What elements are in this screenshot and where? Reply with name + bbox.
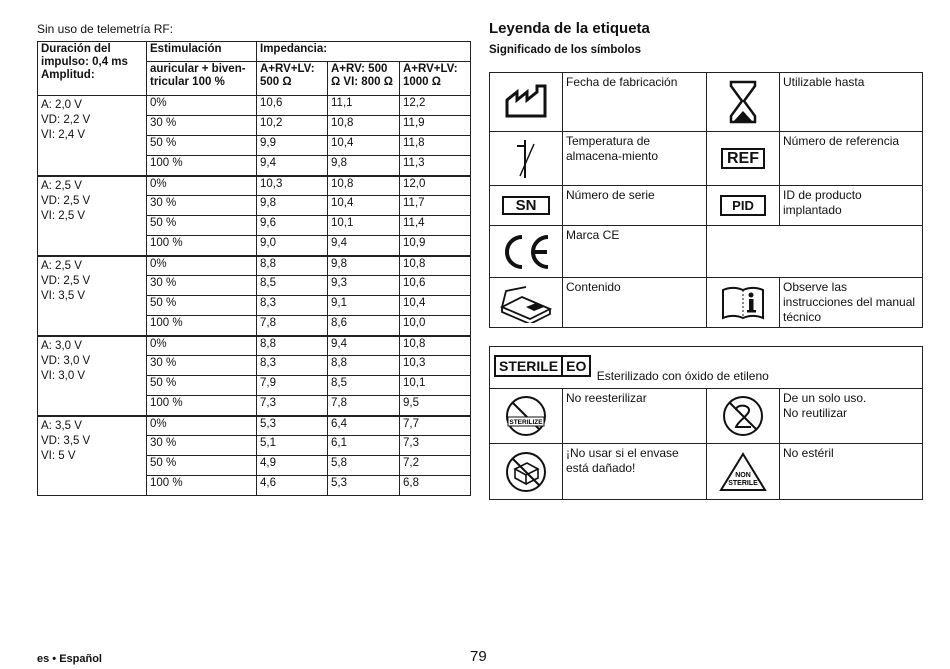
current-value-cell: 10,8	[328, 116, 400, 136]
current-value-cell: 10,4	[400, 296, 471, 316]
amplitude-cell	[38, 416, 147, 496]
current-value-cell: 11,4	[400, 216, 471, 236]
subheader: A+RV: 500 Ω VI: 800 Ω	[328, 62, 400, 96]
single-use-icon	[707, 389, 780, 444]
current-value-cell: 12,2	[400, 96, 471, 116]
ce-mark-icon	[490, 226, 563, 278]
ref-label: REF	[721, 148, 765, 169]
amplitude-line: A: 2,0 V	[41, 99, 82, 111]
current-value-cell: 6,4	[328, 416, 400, 436]
telemetry-current-table	[37, 41, 471, 496]
current-value-cell: 7,3	[400, 436, 471, 456]
manufacture-date-text: Fecha de fabricación	[563, 73, 707, 132]
current-value-cell: 9,4	[328, 236, 400, 256]
current-value-cell: 7,2	[400, 456, 471, 476]
current-value-cell: 10,4	[328, 136, 400, 156]
sn-label: SN	[502, 196, 551, 215]
current-value-cell: 11,3	[400, 156, 471, 176]
current-value-cell: 10,4	[328, 196, 400, 216]
package-contents-icon	[490, 278, 563, 328]
current-value-cell: 7,7	[400, 416, 471, 436]
stimulation-cell: 30 %	[147, 436, 257, 456]
reference-number-text: Número de referencia	[780, 132, 923, 186]
current-value-cell: 10,1	[400, 376, 471, 396]
current-value-cell: 10,3	[257, 176, 328, 196]
current-value-cell: 7,9	[257, 376, 328, 396]
sterilized-eo-text: Esterilizado con óxido de etileno	[596, 369, 769, 383]
current-value-cell: 11,8	[400, 136, 471, 156]
stimulation-cell: 0%	[147, 256, 257, 276]
amplitude-line: A: 3,5 V	[41, 419, 82, 432]
stimulation-cell: 30 %	[147, 276, 257, 296]
stimulation-cell: 50 %	[147, 296, 257, 316]
stimulation-cell: 0%	[147, 336, 257, 356]
current-value-cell: 4,6	[257, 476, 328, 496]
amplitude-line: VD: 2,5 V	[41, 274, 91, 287]
non-label: NON	[735, 471, 751, 479]
amplitude-line: VD: 2,2 V	[41, 114, 91, 126]
contents-text: Contenido	[563, 278, 707, 328]
stimulation-cell: 100 %	[147, 396, 257, 416]
ref-icon	[707, 132, 780, 186]
sterile-eo-icon	[494, 355, 591, 377]
amplitude-cell	[38, 336, 147, 416]
table-row	[38, 256, 471, 276]
current-value-cell: 10,6	[400, 276, 471, 296]
non-sterile-icon	[707, 444, 780, 500]
amplitude-line: VI: 3,0 V	[41, 369, 86, 382]
current-value-cell: 7,8	[328, 396, 400, 416]
current-value-cell: 9,4	[328, 336, 400, 356]
subheader: A+RV+LV: 500 Ω	[257, 62, 328, 96]
instructions-icon	[707, 278, 780, 328]
current-value-cell: 9,5	[400, 396, 471, 416]
header-duration: Duración del impulso: 0,4 ms Amplitud:	[38, 42, 147, 96]
current-value-cell: 9,0	[257, 236, 328, 256]
current-value-cell: 6,8	[400, 476, 471, 496]
table-row	[38, 336, 471, 356]
current-value-cell: 8,3	[257, 296, 328, 316]
subheader: A+RV+LV: 1000 Ω	[400, 62, 471, 96]
legend-subtitle: Significado de los símbolos	[489, 44, 642, 56]
table-caption: Sin uso de telemetría RF:	[37, 22, 174, 36]
sterile-eo-cell	[490, 347, 923, 389]
current-value-cell: 11,1	[328, 96, 400, 116]
current-value-cell: 7,8	[257, 316, 328, 336]
hourglass-icon	[707, 73, 780, 132]
current-value-cell: 7,3	[257, 396, 328, 416]
stimulation-cell: 100 %	[147, 236, 257, 256]
current-value-cell: 10,8	[328, 176, 400, 196]
current-value-cell: 10,9	[400, 236, 471, 256]
stimulation-cell: 50 %	[147, 216, 257, 236]
damaged-package-icon	[490, 444, 563, 500]
sterility-symbol-table	[489, 346, 923, 500]
stimulation-cell: 100 %	[147, 476, 257, 496]
amplitude-line: VD: 2,5 V	[41, 194, 91, 207]
current-value-cell: 10,0	[400, 316, 471, 336]
single-use-cell	[780, 389, 923, 444]
current-value-cell: 10,3	[400, 356, 471, 376]
no-resterilize-text: No reesterilizar	[563, 389, 707, 444]
current-value-cell: 9,3	[328, 276, 400, 296]
header-impedance: Impedancia:	[257, 42, 471, 62]
current-value-cell: 9,6	[257, 216, 328, 236]
amplitude-line: VD: 3,0 V	[41, 354, 91, 367]
stimulation-cell: 30 %	[147, 116, 257, 136]
symbol-table	[489, 72, 923, 328]
stimulation-cell: 0%	[147, 96, 257, 116]
current-value-cell: 10,2	[257, 116, 328, 136]
current-value-cell: 10,6	[257, 96, 328, 116]
no-reuse-text: No reutilizar	[783, 406, 848, 420]
current-value-cell: 9,8	[257, 196, 328, 216]
current-value-cell: 10,8	[400, 336, 471, 356]
legend-title: Leyenda de la etiqueta	[489, 20, 650, 37]
amplitude-line: VI: 3,5 V	[41, 289, 86, 302]
current-value-cell: 9,1	[328, 296, 400, 316]
amplitude-line: A: 2,5 V	[41, 179, 82, 192]
current-value-cell: 8,5	[328, 376, 400, 396]
table-row	[38, 96, 471, 116]
stimulation-cell: 100 %	[147, 156, 257, 176]
current-value-cell: 11,9	[400, 116, 471, 136]
current-value-cell: 9,4	[257, 156, 328, 176]
current-value-cell: 9,8	[328, 156, 400, 176]
pid-label: PID	[720, 195, 766, 216]
serial-number-text: Número de serie	[563, 186, 707, 226]
single-use-text: De un solo uso.	[783, 391, 867, 405]
stimulation-cell: 30 %	[147, 356, 257, 376]
amplitude-cell	[38, 96, 147, 176]
ce-mark-text: Marca CE	[563, 226, 707, 278]
amplitude-cell	[38, 176, 147, 256]
current-value-cell: 5,1	[257, 436, 328, 456]
serial-number-icon	[490, 186, 563, 226]
current-value-cell: 12,0	[400, 176, 471, 196]
do-not-resterilize-icon	[490, 389, 563, 444]
amplitude-line: VI: 2,5 V	[41, 209, 86, 222]
current-value-cell: 8,8	[257, 256, 328, 276]
table-row	[38, 416, 471, 436]
sterile-eo-label-sterile: STERILE	[496, 357, 563, 375]
current-value-cell: 11,7	[400, 196, 471, 216]
subheader: auricular + biven-tricular 100 %	[147, 62, 257, 96]
stimulation-cell: 100 %	[147, 316, 257, 336]
current-value-cell: 8,3	[257, 356, 328, 376]
current-value-cell: 9,8	[328, 256, 400, 276]
use-by-text: Utilizable hasta	[780, 73, 923, 132]
current-value-cell: 8,6	[328, 316, 400, 336]
amplitude-line: VD: 3,5 V	[41, 434, 91, 447]
footer-language: es • Español	[37, 653, 102, 665]
sterile-eo-label-eo: EO	[566, 358, 587, 374]
empty-cell	[707, 226, 923, 278]
current-value-cell: 5,8	[328, 456, 400, 476]
current-value-cell: 4,9	[257, 456, 328, 476]
page-number: 79	[470, 648, 487, 665]
current-value-cell: 8,5	[257, 276, 328, 296]
current-value-cell: 8,8	[328, 356, 400, 376]
current-value-cell: 8,8	[257, 336, 328, 356]
stimulation-cell: 50 %	[147, 376, 257, 396]
table-row	[38, 176, 471, 196]
damaged-text: ¡No usar si el envase está dañado!	[563, 444, 707, 500]
factory-icon	[490, 73, 563, 132]
stimulation-cell: 50 %	[147, 456, 257, 476]
instructions-text: Observe las instrucciones del manual técnico	[780, 278, 923, 328]
header-stimulation: Estimulación	[147, 42, 257, 62]
stimulation-cell: 30 %	[147, 196, 257, 216]
stimulation-cell: 0%	[147, 176, 257, 196]
amplitude-line: VI: 5 V	[41, 449, 76, 462]
amplitude-line: A: 2,5 V	[41, 259, 82, 272]
amplitude-line: A: 3,0 V	[41, 339, 82, 352]
stimulation-cell: 50 %	[147, 136, 257, 156]
storage-temp-text: Temperatura de almacena-miento	[563, 132, 707, 186]
non-sterile-text: No estéril	[780, 444, 923, 500]
current-value-cell: 6,1	[328, 436, 400, 456]
thermometer-icon	[490, 132, 563, 186]
amplitude-cell	[38, 256, 147, 336]
sterile-label: STERILE	[728, 479, 758, 487]
current-value-cell: 9,9	[257, 136, 328, 156]
resterilize-label: STERILIZE	[509, 419, 543, 426]
current-value-cell: 10,8	[400, 256, 471, 276]
implanted-product-id-text: ID de producto implantado	[780, 186, 923, 226]
pid-icon	[707, 186, 780, 226]
current-value-cell: 5,3	[257, 416, 328, 436]
stimulation-cell: 0%	[147, 416, 257, 436]
current-value-cell: 5,3	[328, 476, 400, 496]
amplitude-line: VI: 2,4 V	[41, 129, 86, 141]
current-value-cell: 10,1	[328, 216, 400, 236]
